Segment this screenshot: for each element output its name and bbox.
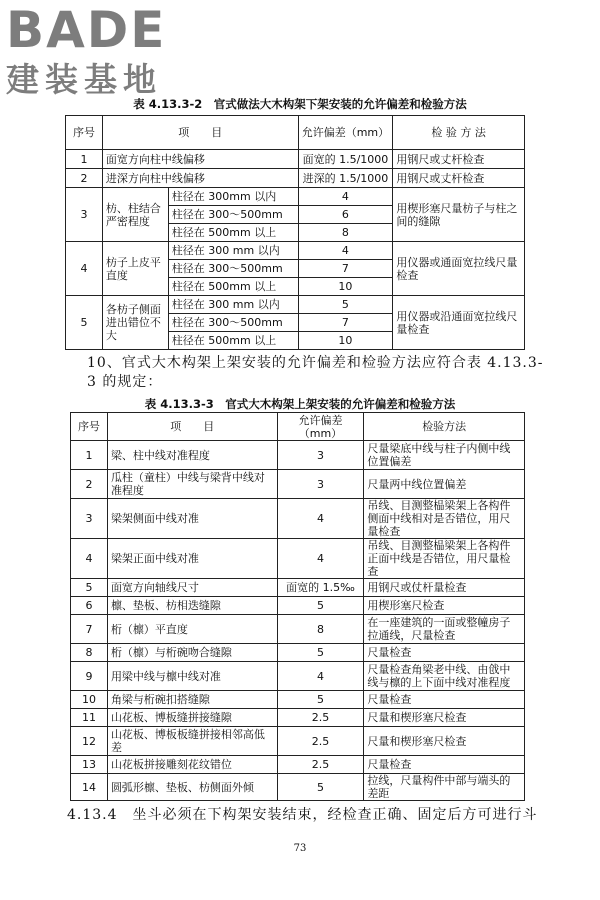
row-number: 11 bbox=[71, 709, 108, 727]
row-number: 3 bbox=[71, 499, 108, 539]
row-method: 用钢尺或仗杆量检查 bbox=[364, 579, 525, 597]
row-number: 14 bbox=[71, 774, 108, 801]
row-item: 瓜柱（童柱）中线与梁背中线对准程度 bbox=[107, 470, 277, 499]
row-item: 枋子上皮平直度 bbox=[102, 242, 168, 296]
row-tolerance: 7 bbox=[298, 314, 393, 332]
row-item: 圆弧形檩、垫板、枋侧面外倾 bbox=[107, 774, 277, 801]
row-method: 用仪器或通面宽拉线尺量检查 bbox=[393, 242, 525, 296]
row-tolerance: 5 bbox=[277, 597, 364, 615]
row-tolerance: 8 bbox=[277, 615, 364, 644]
row-method: 用钢尺或丈杆检查 bbox=[393, 150, 525, 169]
table2-row bbox=[71, 774, 525, 801]
row-method: 用楔形塞尺量枋子与柱之间的缝隙 bbox=[393, 188, 525, 242]
row-condition: 柱径在 300～500mm bbox=[168, 260, 298, 278]
row-method: 拉线，尺量构件中部与端头的差距 bbox=[364, 774, 525, 801]
row-tolerance: 2.5 bbox=[277, 756, 364, 774]
table2-row bbox=[71, 709, 525, 727]
row-condition: 柱径在 300mm 以内 bbox=[168, 188, 298, 206]
row-item: 枋、柱结合严密程度 bbox=[102, 188, 168, 242]
row-number: 5 bbox=[66, 296, 103, 350]
row-method: 尺量检查 bbox=[364, 644, 525, 662]
table1-header-no: 序号 bbox=[66, 116, 103, 150]
row-item: 檩、垫板、枋相迭缝隙 bbox=[107, 597, 277, 615]
table2-row bbox=[71, 662, 525, 691]
row-condition: 柱径在 500mm 以上 bbox=[168, 278, 298, 296]
bade-logo bbox=[6, 1, 181, 104]
row-tolerance: 3 bbox=[277, 441, 364, 470]
row-method: 用仪器或沿通面宽拉线尺量检查 bbox=[393, 296, 525, 350]
row-number: 5 bbox=[71, 579, 108, 597]
row-tolerance: 2.5 bbox=[277, 709, 364, 727]
row-method: 尺量检查 bbox=[364, 691, 525, 709]
row-item: 山花板拼接雕刻花纹错位 bbox=[107, 756, 277, 774]
row-tolerance: 4 bbox=[277, 539, 364, 579]
row-tolerance: 4 bbox=[298, 242, 393, 260]
row-item: 山花板、博板缝拼接缝隙 bbox=[107, 709, 277, 727]
row-tolerance: 6 bbox=[298, 206, 393, 224]
table2-header-item: 项 目 bbox=[107, 413, 277, 441]
table1-header-tolerance: 允许偏差（mm） bbox=[298, 116, 393, 150]
row-item: 桁（檩）平直度 bbox=[107, 615, 277, 644]
table2-row bbox=[71, 756, 525, 774]
page-number: 73 bbox=[293, 843, 307, 854]
row-tolerance: 面宽的 1.5‰ bbox=[277, 579, 364, 597]
row-condition: 柱径在 500mm 以上 bbox=[168, 332, 298, 350]
row-tolerance: 4 bbox=[277, 499, 364, 539]
table2-row bbox=[71, 597, 525, 615]
row-tolerance: 5 bbox=[277, 644, 364, 662]
table1 bbox=[65, 115, 525, 350]
table2-row bbox=[71, 615, 525, 644]
row-method: 吊线、目测整榀梁架上各构件正面中线是否错位，用尺量检查 bbox=[364, 539, 525, 579]
table1-row bbox=[66, 169, 525, 188]
row-number: 10 bbox=[71, 691, 108, 709]
row-condition: 柱径在 300 mm 以内 bbox=[168, 242, 298, 260]
row-tolerance: 5 bbox=[298, 296, 393, 314]
row-number: 1 bbox=[71, 441, 108, 470]
row-method: 用钢尺或丈杆检查 bbox=[393, 169, 525, 188]
table2-row bbox=[71, 499, 525, 539]
table2-header-row bbox=[71, 413, 525, 441]
row-method: 尺量两中线位置偏差 bbox=[364, 470, 525, 499]
row-condition: 柱径在 300～500mm bbox=[168, 206, 298, 224]
row-item: 用梁中线与檩中线对准 bbox=[107, 662, 277, 691]
row-tolerance: 10 bbox=[298, 278, 393, 296]
table2-header-tolerance: 允许偏差（mm） bbox=[277, 413, 364, 441]
row-number: 2 bbox=[66, 169, 103, 188]
paragraph-4-13-4: 4.13.4 坐斗必须在下构架安装结束，经检查正确、固定后方可进行斗 bbox=[67, 807, 538, 823]
row-tolerance: 2.5 bbox=[277, 727, 364, 756]
table2-row bbox=[71, 539, 525, 579]
row-item: 桁（檩）与桁碗吻合缝隙 bbox=[107, 644, 277, 662]
row-method: 在一座建筑的一面或整幢房子拉通线，尺量检查 bbox=[364, 615, 525, 644]
row-method: 尺量梁底中线与柱子内侧中线位置偏差 bbox=[364, 441, 525, 470]
row-number: 7 bbox=[71, 615, 108, 644]
table1-header-row bbox=[66, 116, 525, 150]
row-method: 用楔形塞尺检查 bbox=[364, 597, 525, 615]
row-number: 2 bbox=[71, 470, 108, 499]
row-number: 4 bbox=[66, 242, 103, 296]
row-condition: 柱径在 300～500mm bbox=[168, 314, 298, 332]
row-tolerance: 7 bbox=[298, 260, 393, 278]
row-method: 吊线、目测整榀梁架上各构件侧面中线相对是否错位，用尺量检查 bbox=[364, 499, 525, 539]
row-tolerance: 3 bbox=[277, 470, 364, 499]
row-tolerance: 8 bbox=[298, 224, 393, 242]
table1-row bbox=[66, 242, 525, 260]
table1-caption: 表 4.13.3-2 官式做法大木构架下架安装的允许偏差和检验方法 bbox=[133, 97, 467, 111]
table2-row bbox=[71, 727, 525, 756]
table1-header-method: 检 验 方 法 bbox=[393, 116, 525, 150]
row-number: 12 bbox=[71, 727, 108, 756]
row-number: 8 bbox=[71, 644, 108, 662]
row-item: 梁架侧面中线对准 bbox=[107, 499, 277, 539]
row-number: 13 bbox=[71, 756, 108, 774]
table2-header-method: 检验方法 bbox=[364, 413, 525, 441]
row-tolerance: 4 bbox=[298, 188, 393, 206]
row-number: 1 bbox=[66, 150, 103, 169]
logo-chinese-text: 建装基地 bbox=[6, 60, 162, 99]
table1-row bbox=[66, 296, 525, 314]
table1-row bbox=[66, 188, 525, 206]
row-item: 山花板、博板板缝拼接相邻高低差 bbox=[107, 727, 277, 756]
row-tolerance: 面宽的 1.5/1000 bbox=[298, 150, 393, 169]
table2-caption: 表 4.13.3-3 官式大木构架上架安装的允许偏差和检验方法 bbox=[144, 397, 456, 411]
row-item: 各枋子侧面进出错位不大 bbox=[102, 296, 168, 350]
row-method: 尺量检查角梁老中线、由戗中线与檩的上下面中线对准程度 bbox=[364, 662, 525, 691]
row-condition: 柱径在 300 mm 以内 bbox=[168, 296, 298, 314]
logo-latin-text: BADE bbox=[6, 1, 167, 59]
row-tolerance: 5 bbox=[277, 691, 364, 709]
table2 bbox=[70, 412, 525, 801]
row-tolerance: 5 bbox=[277, 774, 364, 801]
row-item: 梁、柱中线对准程度 bbox=[107, 441, 277, 470]
row-method: 尺量和楔形塞尺检查 bbox=[364, 727, 525, 756]
row-method: 尺量检查 bbox=[364, 756, 525, 774]
row-item: 梁架正面中线对准 bbox=[107, 539, 277, 579]
table2-row bbox=[71, 470, 525, 499]
table1-header-item: 项 目 bbox=[102, 116, 298, 150]
row-method: 尺量和楔形塞尺检查 bbox=[364, 709, 525, 727]
row-item: 面宽方向柱中线偏移 bbox=[102, 150, 298, 169]
paragraph-10: 10、官式大木构架上架安装的允许偏差和检验方法应符合表 4.13.3-3 的规定： bbox=[87, 355, 544, 390]
table2-header-no: 序号 bbox=[71, 413, 108, 441]
row-item: 角梁与桁碗扣搭缝隙 bbox=[107, 691, 277, 709]
table1-row bbox=[66, 150, 525, 169]
table2-row bbox=[71, 644, 525, 662]
table2-row bbox=[71, 691, 525, 709]
row-number: 4 bbox=[71, 539, 108, 579]
row-tolerance: 10 bbox=[298, 332, 393, 350]
row-number: 3 bbox=[66, 188, 103, 242]
row-item: 进深方向柱中线偏移 bbox=[102, 169, 298, 188]
table2-row bbox=[71, 441, 525, 470]
row-number: 6 bbox=[71, 597, 108, 615]
row-condition: 柱径在 500mm 以上 bbox=[168, 224, 298, 242]
row-item: 面宽方向轴线尺寸 bbox=[107, 579, 277, 597]
row-tolerance: 4 bbox=[277, 662, 364, 691]
row-number: 9 bbox=[71, 662, 108, 691]
table2-row bbox=[71, 579, 525, 597]
row-tolerance: 进深的 1.5/1000 bbox=[298, 169, 393, 188]
